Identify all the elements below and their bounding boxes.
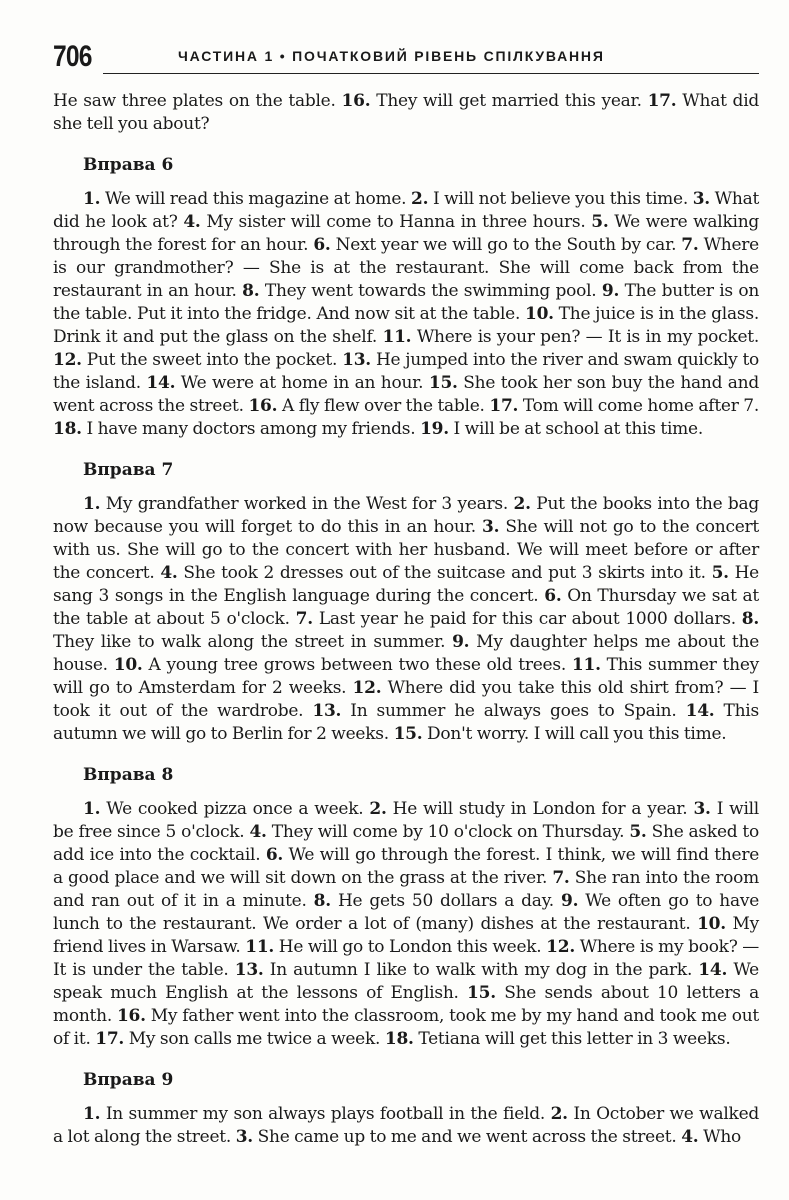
item-text: She asked to add ice into the cocktail. [53,822,759,865]
item-number: 7. [552,868,570,888]
sentence-item [242,281,596,301]
item-number: 4. [160,563,178,583]
item-number: 6. [544,586,562,606]
item-text: Where is your pen? — It is in my pocket. [416,327,759,347]
item-number: 10. [697,914,726,934]
item-number: 12. [352,678,382,698]
item-text: We cooked pizza once a week. [106,799,364,819]
item-text: A fly flew over the table. [281,396,485,416]
sentence-item [146,373,423,393]
item-number: 9. [601,281,620,301]
item-text: Put the books into the bag now because you will forget to do this in an hour. [53,494,760,537]
item-number: 15. [393,724,423,744]
sentence-item [248,396,484,416]
sentence-item [681,1127,741,1147]
item-text: Who [703,1127,742,1147]
item-number: 12. [546,937,575,957]
exercise-9-text [53,1103,759,1149]
item-number: 10. [113,655,143,675]
item-text: We will go through the forest. I think, we will find there a good place and we will sit down on the grass at the river. [53,845,760,888]
sentence-item [236,1127,677,1147]
item-number: 1. [83,799,101,819]
intro-paragraph [53,90,759,136]
item-number: 7. [295,609,313,629]
item-text: My sister will come to Hanna in three hours. [206,212,586,232]
sentence-item [183,212,585,232]
item-text: Last year he paid for this car about 1000 dollars. [318,609,736,629]
item-text: We often go to have lunch to the restaurant. We order a lot of (many) dishes at the restaurant. [53,891,760,934]
item-text: My father went into the classroom, took me by my hand and took me out of it. [53,1006,759,1049]
sentence-item [489,396,759,416]
sentence-item [312,701,676,721]
item-number: 17. [95,1029,125,1049]
item-number: 8. [741,609,759,629]
item-text: He will go to London this week. [278,937,542,957]
sentence-item [53,419,415,439]
item-text: They went towards the swimming pool. [264,281,597,301]
item-number: 2. [513,494,531,514]
item-text: The juice is in the glass. Drink it and put the glass on the shelf. [53,304,759,347]
item-text: He sang 3 songs in the English language during the concert. [53,563,759,606]
item-text: They will get married this year. [376,91,642,111]
item-text: Tetiana will get this letter in 3 weeks. [418,1029,731,1049]
header-rule [103,73,759,74]
item-text: Where is our grandmother? — She is at the restaurant. She will come back from the restaurant in an hour. [53,235,759,301]
item-number: 9. [560,891,579,911]
item-text: Tom will come home after 7. [522,396,760,416]
sentence-item [83,799,363,819]
item-number: 2. [369,799,387,819]
sentence-item [383,327,759,347]
item-number: 4. [249,822,267,842]
item-number: 5. [711,563,729,583]
item-text: My grandfather worked in the West for 3 years. [105,494,509,514]
sentence-item [313,235,676,255]
item-number: 3. [692,189,710,209]
sentence-item [369,799,687,819]
item-number: 5. [629,822,647,842]
item-text: We speak much English at the lessons of English. [53,960,759,1003]
item-text: Put the sweet into the pocket. [86,350,338,370]
item-text: Don't worry. I will call you this time. [427,724,727,744]
sentence-item [245,937,541,957]
item-text: I will be at school at this time. [453,419,703,439]
item-number: 1. [83,494,101,514]
item-number: 14. [698,960,728,980]
item-text: They like to walk along the street in summer. [53,632,446,652]
item-text: She took 2 dresses out of the suitcase and put 3 skirts into it. [183,563,706,583]
item-number: 12. [53,350,82,370]
sentence-item [114,655,566,675]
item-text: This autumn we will go to Berlin for 2 weeks. [53,701,759,744]
item-text: In October we walked a lot along the street. [53,1104,760,1147]
sentence-item [296,609,736,629]
sentence-item [342,91,642,111]
item-number: 5. [591,212,609,232]
page-header [53,40,759,80]
item-number: 16. [341,91,371,111]
item-number: 10. [524,304,554,324]
sentence-item [249,822,624,842]
item-number: 17. [647,91,677,111]
item-text: In autumn I like to walk with my dog in the park. [269,960,693,980]
exercise-9-title: Вправа 9 [83,1070,174,1090]
item-number: 6. [265,845,284,865]
item-text: My son calls me twice a week. [128,1029,381,1049]
exercise-6-text [53,188,759,441]
item-text: This summer they will go to Amsterdam for 2 weeks. [53,655,760,698]
item-text: She will not go to the concert with us. She will go to the concert with her husband. We will meet before or after the concert. [53,517,760,583]
item-number: 4. [183,212,201,232]
item-text: We were at home in an hour. [180,373,424,393]
item-number: 15. [467,983,496,1003]
exercise-7-title: Вправа 7 [83,460,174,480]
sentence-item [411,189,688,209]
item-text: I will not believe you this time. [432,189,689,209]
item-text: He gets 50 dollars a day. [337,891,554,911]
item-number: 13. [234,960,264,980]
sentence-item [314,891,554,911]
item-text: In summer my son always plays football in the field. [105,1104,546,1124]
item-text: We were walking through the forest for an hour. [53,212,760,255]
item-number: 13. [312,701,342,721]
item-text: Where is my book? — It is under the table. [53,937,760,980]
exercise-8-text [53,798,759,1051]
item-number: 16. [116,1006,146,1026]
item-text: He jumped into the river and swam quickly to the island. [53,350,760,393]
item-text: What did he look at? [53,189,760,232]
item-text: In summer he always goes to Spain. [350,701,677,721]
item-number: 16. [248,396,278,416]
item-number: 3. [482,517,500,537]
item-text: On Thursday we sat at the table at about 5 o'clock. [53,586,759,629]
sentence-item [53,91,336,111]
item-number: 13. [342,350,371,370]
sentence-item [83,494,508,514]
item-number: 11. [382,327,412,347]
exercise-8-title: Вправа 8 [83,765,174,785]
sentence-item [53,350,337,370]
item-text: She took her son buy the hand and went across the street. [53,373,760,416]
item-number: 4. [681,1127,699,1147]
item-number: 7. [681,235,699,255]
sentence-item [394,724,727,744]
item-number: 17. [489,396,519,416]
item-number: 6. [313,235,331,255]
item-number: 14. [146,373,176,393]
item-text: My daughter helps me about the house. [53,632,760,675]
running-title: ЧАСТИНА 1 • ПОЧАТКОВИЙ РІВЕНЬ СПІЛКУВАННЯ [178,48,605,64]
item-text: He saw three plates on the table. [53,91,336,111]
item-text: What did she tell you about? [53,91,760,134]
item-number: 8. [313,891,331,911]
sentence-item [95,1029,380,1049]
item-number: 9. [452,632,470,652]
item-number: 1. [83,189,101,209]
item-number: 8. [242,281,260,301]
item-number: 15. [428,373,458,393]
item-text: She came up to me and we went across the street. [257,1127,677,1147]
item-number: 3. [693,799,711,819]
item-text: We will read this magazine at home. [104,189,407,209]
item-text: Where did you take this old shirt from? — I took it out of the wardrobe. [53,678,759,721]
item-number: 11. [245,937,275,957]
item-number: 2. [411,189,429,209]
page-content [53,90,759,1149]
item-text: She sends about 10 letters a month. [53,983,760,1026]
item-number: 2. [550,1104,568,1124]
sentence-item [83,1104,545,1124]
item-number: 3. [235,1127,253,1147]
sentence-item [420,419,703,439]
item-text: He will study in London for a year. [392,799,688,819]
sentence-item [385,1029,731,1049]
item-text: Next year we will go to the South by car. [335,235,677,255]
item-number: 1. [83,1104,101,1124]
page-number: 706 [53,40,92,73]
item-text: She ran into the room and ran out of it in a minute. [53,868,760,911]
item-number: 18. [53,419,82,439]
item-text: My friend lives in Warsaw. [53,914,760,957]
item-text: A young tree grows between two these old trees. [148,655,566,675]
item-number: 18. [384,1029,414,1049]
item-text: I have many doctors among my friends. [86,419,416,439]
exercise-7-text [53,493,759,746]
item-text: They will come by 10 o'clock on Thursday. [271,822,625,842]
sentence-item [83,189,406,209]
item-text: The butter is on the table. Put it into the fridge. And now sit at the table. [53,281,760,324]
exercise-6-title: Вправа 6 [83,155,174,175]
sentence-item [160,563,705,583]
sentence-item [235,960,692,980]
item-number: 11. [571,655,601,675]
item-number: 14. [685,701,715,721]
item-text: I will be free since 5 o'clock. [53,799,759,842]
item-number: 19. [420,419,449,439]
